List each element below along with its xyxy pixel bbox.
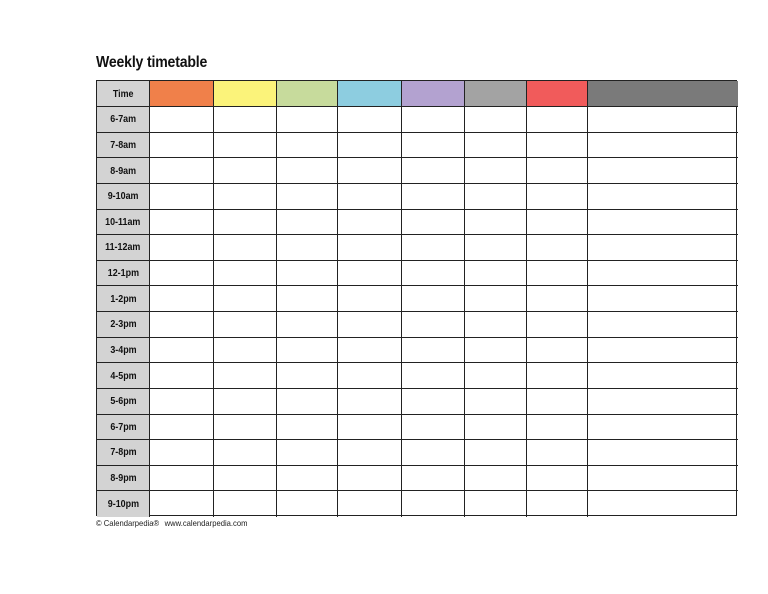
timetable-cell[interactable] [338,389,402,415]
timetable-cell[interactable] [465,415,527,441]
timetable-cell[interactable] [277,415,338,441]
timetable-cell[interactable] [277,158,338,184]
page-title: Weekly timetable [96,54,208,71]
time-slot-label [97,133,150,159]
timetable-cell[interactable] [214,415,277,441]
time-slot-text: 8-9am [110,164,136,177]
timetable-cell[interactable] [527,415,588,441]
timetable-cell[interactable] [588,133,738,159]
timetable-cell[interactable] [402,466,465,492]
day-column-header-7[interactable] [527,81,588,107]
timetable-cell[interactable] [150,466,214,492]
timetable-cell[interactable] [214,235,277,261]
timetable-cell[interactable] [150,261,214,287]
time-column-header [97,81,150,107]
timetable-cell[interactable] [465,107,527,133]
timetable-cell[interactable] [465,491,527,517]
timetable-cell[interactable] [277,235,338,261]
time-slot-label [97,158,150,184]
time-slot-label [97,235,150,261]
timetable-cell[interactable] [402,312,465,338]
timetable-cell[interactable] [588,235,738,261]
timetable-cell[interactable] [588,184,738,210]
timetable-cell[interactable] [150,491,214,517]
timetable-cell[interactable] [588,466,738,492]
weekly-timetable-grid [96,80,737,516]
footer-url[interactable]: www.calendarpedia.com [164,518,248,528]
timetable-cell[interactable] [277,261,338,287]
timetable-cell[interactable] [527,440,588,466]
timetable-cell[interactable] [338,286,402,312]
timetable-cell[interactable] [277,491,338,517]
timetable-cell[interactable] [588,338,738,364]
timetable-cell[interactable] [465,133,527,159]
time-slot-label [97,440,150,466]
timetable-cell[interactable] [338,466,402,492]
timetable-cell[interactable] [214,184,277,210]
timetable-cell[interactable] [402,210,465,236]
timetable-cell[interactable] [402,491,465,517]
timetable-cell[interactable] [338,235,402,261]
day-column-header-1[interactable] [150,81,214,107]
timetable-cell[interactable] [277,184,338,210]
timetable-cell[interactable] [402,286,465,312]
time-slot-text: 10-11am [105,215,141,228]
timetable-cell[interactable] [402,158,465,184]
timetable-cell[interactable] [527,107,588,133]
day-column-header-4[interactable] [338,81,402,107]
time-slot-label [97,338,150,364]
timetable-cell[interactable] [588,286,738,312]
time-slot-label [97,389,150,415]
timetable-cell[interactable] [465,440,527,466]
timetable-cell[interactable] [214,491,277,517]
time-slot-text: 5-6pm [109,395,137,408]
timetable-cell[interactable] [465,363,527,389]
timetable-cell[interactable] [214,440,277,466]
footer [96,518,247,528]
timetable-cell[interactable] [402,235,465,261]
day-column-header-2[interactable] [214,81,277,107]
timetable-cell[interactable] [465,389,527,415]
timetable-cell[interactable] [588,415,738,441]
timetable-cell[interactable] [465,286,527,312]
footer-copyright: © Calendarpedia® [96,518,160,528]
time-slot-text: 6-7pm [109,420,137,433]
timetable-cell[interactable] [588,158,738,184]
timetable-cell[interactable] [150,210,214,236]
time-slot-label [97,107,150,133]
time-header-label: Time [112,87,134,100]
timetable-cell[interactable] [465,466,527,492]
timetable-cell[interactable] [277,338,338,364]
time-slot-label [97,312,150,338]
timetable-cell[interactable] [527,466,588,492]
timetable-cell[interactable] [214,389,277,415]
timetable-cell[interactable] [527,184,588,210]
time-slot-text: 12-1pm [107,267,139,280]
timetable-cell[interactable] [150,158,214,184]
timetable-cell[interactable] [527,363,588,389]
timetable-cell[interactable] [338,261,402,287]
day-column-header-8[interactable] [588,81,738,107]
timetable-cell[interactable] [150,312,214,338]
timetable-cell[interactable] [527,133,588,159]
timetable-cell[interactable] [402,107,465,133]
timetable-cell[interactable] [588,440,738,466]
timetable-cell[interactable] [277,389,338,415]
timetable-cell[interactable] [588,261,738,287]
timetable-cell[interactable] [214,312,277,338]
timetable-cell[interactable] [277,133,338,159]
timetable-cell[interactable] [150,184,214,210]
timetable-cell[interactable] [465,158,527,184]
timetable-cell[interactable] [527,210,588,236]
timetable-cell[interactable] [338,312,402,338]
time-slot-text: 2-3pm [109,318,137,331]
timetable-cell[interactable] [527,312,588,338]
timetable-cell[interactable] [588,389,738,415]
time-slot-text: 7-8pm [109,446,137,459]
timetable-cell[interactable] [150,286,214,312]
timetable-cell[interactable] [214,158,277,184]
timetable-cell[interactable] [150,440,214,466]
timetable-cell[interactable] [214,286,277,312]
timetable-cell[interactable] [214,107,277,133]
timetable-cell[interactable] [214,210,277,236]
timetable-cell[interactable] [588,107,738,133]
timetable-cell[interactable] [150,107,214,133]
timetable-cell[interactable] [527,235,588,261]
timetable-cell[interactable] [338,363,402,389]
timetable-cell[interactable] [338,107,402,133]
time-slot-text: 6-7am [110,113,136,126]
timetable-cell[interactable] [588,363,738,389]
timetable-cell[interactable] [588,491,738,517]
timetable-cell[interactable] [465,312,527,338]
time-slot-label [97,491,150,517]
timetable-cell[interactable] [277,312,338,338]
time-slot-text: 11-12am [105,241,141,254]
timetable-cell[interactable] [338,210,402,236]
timetable-cell[interactable] [277,363,338,389]
timetable-cell[interactable] [338,338,402,364]
time-slot-label [97,415,150,441]
day-column-header-5[interactable] [402,81,465,107]
time-slot-label [97,363,150,389]
timetable-cell[interactable] [527,491,588,517]
timetable-cell[interactable] [150,389,214,415]
time-slot-text: 7-8am [110,138,136,151]
day-column-header-6[interactable] [465,81,527,107]
timetable-cell[interactable] [214,363,277,389]
timetable-cell[interactable] [277,286,338,312]
timetable-cell[interactable] [277,440,338,466]
timetable-cell[interactable] [402,338,465,364]
timetable-cell[interactable] [150,363,214,389]
timetable-cell[interactable] [338,133,402,159]
timetable-cell[interactable] [338,415,402,441]
timetable-cell[interactable] [150,415,214,441]
timetable-cell[interactable] [214,466,277,492]
timetable-cell[interactable] [214,338,277,364]
timetable-cell[interactable] [465,235,527,261]
timetable-cell[interactable] [150,133,214,159]
timetable-cell[interactable] [527,338,588,364]
timetable-cell[interactable] [527,389,588,415]
timetable-cell[interactable] [465,210,527,236]
timetable-cell[interactable] [588,210,738,236]
timetable-cell[interactable] [465,184,527,210]
timetable-cell[interactable] [338,158,402,184]
timetable-cell[interactable] [527,286,588,312]
timetable-cell[interactable] [338,491,402,517]
time-slot-text: 9-10pm [107,498,139,511]
time-slot-label [97,184,150,210]
day-column-header-3[interactable] [277,81,338,107]
timetable-cell[interactable] [527,158,588,184]
time-slot-label [97,210,150,236]
timetable-cell[interactable] [402,261,465,287]
time-slot-text: 9-10am [107,190,139,203]
timetable-cell[interactable] [277,466,338,492]
timetable-cell[interactable] [402,415,465,441]
timetable-cell[interactable] [277,210,338,236]
timetable-cell[interactable] [465,261,527,287]
time-slot-text: 1-2pm [109,292,137,305]
timetable-cell[interactable] [402,363,465,389]
timetable-cell[interactable] [465,338,527,364]
timetable-cell[interactable] [527,261,588,287]
timetable-cell[interactable] [214,133,277,159]
time-slot-label [97,466,150,492]
timetable-cell[interactable] [588,312,738,338]
timetable-cell[interactable] [150,235,214,261]
timetable-cell[interactable] [402,184,465,210]
timetable-cell[interactable] [338,440,402,466]
time-slot-label [97,286,150,312]
timetable-cell[interactable] [402,440,465,466]
time-slot-text: 8-9pm [109,472,137,485]
timetable-cell[interactable] [214,261,277,287]
time-slot-text: 4-5pm [109,369,137,382]
time-slot-label [97,261,150,287]
time-slot-text: 3-4pm [109,343,137,356]
timetable-cell[interactable] [338,184,402,210]
timetable-cell[interactable] [277,107,338,133]
timetable-cell[interactable] [402,133,465,159]
timetable-cell[interactable] [402,389,465,415]
timetable-cell[interactable] [150,338,214,364]
